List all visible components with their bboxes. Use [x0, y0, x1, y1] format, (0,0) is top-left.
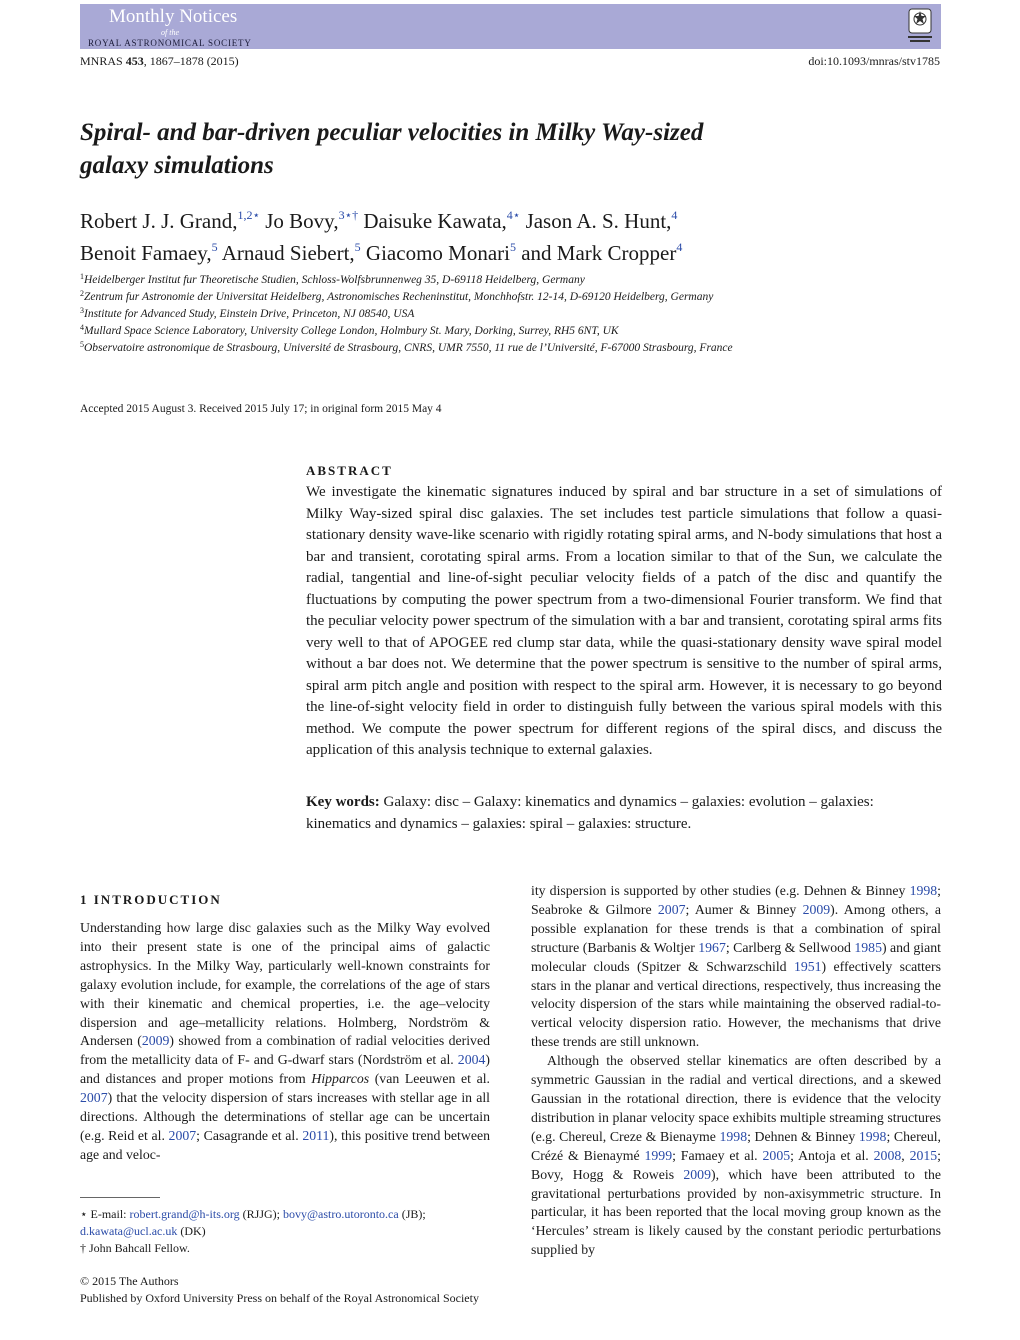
text: E-mail: — [87, 1207, 130, 1221]
text: ) effectively scatters stars in the planar and vertical directions, respectively, thus increasing the velocity dispersion of the stars while maintaining the observed radial-to-vertical velocity dispersion ratio. However, the mechanisms that drive these trends are still unknown. — [531, 958, 941, 1050]
citation-link[interactable]: 2009 — [683, 1166, 711, 1182]
affiliation — [80, 289, 960, 306]
affiliation-number: 5 — [80, 340, 84, 349]
copyright-block — [80, 1273, 479, 1307]
citation-link[interactable]: 1998 — [909, 883, 938, 898]
author-name: Arnaud Siebert, — [221, 241, 355, 265]
text: ; Bovy, Hogg & Roweis — [531, 1147, 942, 1182]
citation-link[interactable]: 2007 — [657, 901, 686, 917]
citation-link[interactable]: 1998 — [858, 1128, 887, 1144]
keywords — [306, 792, 942, 835]
doi[interactable]: doi:10.1093/mnras/stv1785 — [808, 54, 940, 68]
author-name: and Mark Cropper — [521, 241, 677, 265]
affiliation — [80, 306, 960, 323]
text: ) and distances and proper motions from — [80, 1052, 490, 1087]
intro-right-column — [531, 882, 941, 1260]
text-italic: Hipparcos — [311, 1071, 370, 1087]
affiliation-text: Mullard Space Science Laboratory, University College London, Holmbury St. Mary, Dorking, Surrey, RH5 6NT, UK — [84, 325, 619, 337]
journal-society: ROYAL ASTRONOMICAL SOCIETY — [88, 38, 252, 48]
text: ), this positive trend between age and veloc- — [80, 1127, 490, 1162]
affiliation-number: 2 — [80, 289, 84, 298]
footnote-rule — [80, 1197, 160, 1198]
affiliation — [80, 272, 960, 289]
intro-paragraph — [531, 1052, 941, 1260]
citation-link[interactable]: 1951 — [793, 958, 822, 974]
text: ity dispersion is supported by other studies (e.g. Dehnen & Binney — [531, 883, 910, 898]
author-line-2 — [80, 237, 950, 269]
intro-left-column — [80, 919, 490, 1165]
text: ; Seabroke & Gilmore — [531, 883, 941, 917]
text: (DK) — [177, 1224, 206, 1238]
keywords-label: Key words: — [306, 794, 380, 810]
email-link[interactable]: d.kawata@ucl.ac.uk — [80, 1224, 178, 1238]
citation-link[interactable]: 2008 — [873, 1147, 902, 1163]
citation-pages: , 1867–1878 (2015) — [143, 54, 239, 68]
affiliation-number: 3 — [80, 306, 84, 315]
text: ; Casagrande et al. — [196, 1127, 303, 1143]
text: ) that the velocity dispersion of stars increases with stellar age in all directions. Although the determinations of stellar age can be uncertain (e.g. Reid et al. — [80, 1090, 490, 1143]
author-name: Daisuke Kawata, — [363, 209, 507, 233]
intro-paragraph — [531, 882, 941, 1052]
text: ; Aumer & Binney — [685, 901, 803, 917]
citation-link[interactable]: 2015 — [909, 1147, 938, 1163]
text: ; Dehnen & Binney — [747, 1128, 859, 1144]
affiliation-text: Zentrum fur Astronomie der Universitat Heidelberg, Astronomisches Recheninstitut, Monchhofstr. 12-14, D-69120 Heidelberg, Germany — [84, 291, 714, 303]
author-sup[interactable]: 5 — [354, 240, 361, 254]
citation-link[interactable]: 2009 — [141, 1033, 170, 1049]
author-line-1 — [80, 205, 950, 237]
footnote-dagger: † John Bahcall Fellow. — [80, 1241, 190, 1255]
affiliation-text: Institute for Advanced Study, Einstein Drive, Princeton, NJ 08540, USA — [84, 308, 415, 320]
journal-name: Monthly Notices — [109, 6, 238, 27]
text: ) showed from a combination of radial velocities derived from the metallicity data of F- and G-dwarf stars (Nordström et al. — [80, 1033, 490, 1068]
author-name: Robert J. J. Grand, — [80, 209, 238, 233]
title-line-1: Spiral- and bar-driven peculiar velocities in Milky Way-sized — [80, 119, 704, 146]
affiliation-text: Observatoire astronomique de Strasbourg, Université de Strasbourg, CNRS, UMR 7550, 11 rue de l’Université, F-67000 Strasbourg, France — [84, 342, 733, 354]
affiliation-text: Heidelberger Institut fur Theoretische Studien, Schloss-Wolfsbrunnenweg 35, D-69118 Heidelberg, Germany — [84, 274, 585, 286]
author-sup[interactable]: 4 — [671, 208, 678, 222]
text: , — [901, 1147, 910, 1163]
citation-link[interactable]: 1985 — [854, 939, 882, 955]
text: ). Among others, a possible explanation for these trends is that a combination of spiral structure (Barbanis & Woltjer — [531, 901, 941, 955]
citation-link[interactable]: 1999 — [644, 1147, 673, 1163]
author-sup[interactable]: 5 — [509, 240, 516, 254]
affiliation — [80, 323, 960, 340]
email-link[interactable]: bovy@astro.utoronto.ca — [283, 1207, 399, 1221]
citation-volume: 453 — [125, 54, 144, 68]
abstract-heading: ABSTRACT — [306, 463, 393, 478]
text: Understanding how large disc galaxies such as the Milky Way evolved into their present state is one of the principal aims of galactic astrophysics. In the Milky Way, particularly well-known constraints for galaxy evolution include, for example, the correlations of the age of stars with their kinematic and chemical properties, i.e. the age–velocity dispersion and age–metallicity relations. Holmberg, Nordström & Andersen ( — [80, 920, 490, 1049]
author-sup[interactable]: 4⋆ — [506, 208, 521, 222]
ras-crest-icon — [905, 7, 935, 45]
journal-of-the: of the — [161, 28, 179, 37]
citation-link[interactable]: 2011 — [302, 1127, 330, 1143]
journal-banner — [80, 4, 941, 49]
section-heading: 1 INTRODUCTION — [80, 892, 222, 907]
author-name: Giacomo Monari — [365, 241, 510, 265]
keywords-text: Galaxy: disc – Galaxy: kinematics and dynamics – galaxies: evolution – galaxies: kinematics and dynamics – galaxies: spiral – galaxies: structure. — [306, 794, 874, 832]
email-link[interactable]: robert.grand@h-its.org — [129, 1207, 240, 1221]
author-name: Benoit Famaey, — [80, 241, 212, 265]
text: ), which have been attributed to the gravitational perturbations provided by non-axisymmetric structure. In particular, it has been reported that the local moving group known as the ‘Hercules’ stream is likely caused by the constant periodic perturbations supplied by — [531, 1166, 941, 1258]
citation-link[interactable]: 2007 — [168, 1127, 197, 1143]
text: Although the observed stellar kinematics are often described by a symmetric Gaussian in the radial and vertical directions, and a skewed Gaussian in the rotational direction, there is evidence that the velocity distribution in planar velocity space exhibits multiple streaming structures (e.g. Chereul, Creze & Bienayme — [531, 1053, 941, 1144]
text: ; Antoja et al. — [790, 1147, 874, 1163]
text: (JB); — [398, 1207, 426, 1221]
author-name: Jason A. S. Hunt, — [525, 209, 672, 233]
text: ; Famaey et al. — [672, 1147, 763, 1163]
author-sup[interactable]: 1,2⋆ — [237, 208, 260, 222]
citation — [80, 54, 239, 69]
footnotes — [80, 1206, 500, 1257]
author-name: Jo Bovy, — [265, 209, 339, 233]
affiliation-number: 4 — [80, 323, 84, 332]
footnote-star: ⋆ — [80, 1207, 88, 1221]
citation-link[interactable]: 2005 — [762, 1147, 791, 1163]
accepted-date: Accepted 2015 August 3. Received 2015 July 17; in original form 2015 May 4 — [80, 403, 442, 415]
author-sup[interactable]: 4 — [676, 240, 683, 254]
text: ; Chereul, Crézé & Bienaymé — [531, 1128, 941, 1163]
affiliation-number: 1 — [80, 272, 84, 281]
author-list — [80, 205, 950, 269]
affiliation — [80, 340, 960, 357]
text: ; Carlberg & Sellwood — [725, 939, 855, 955]
copyright: © 2015 The Authors — [80, 1274, 179, 1288]
author-sup[interactable]: 5 — [211, 240, 218, 254]
paper-title — [80, 116, 940, 182]
publisher: Published by Oxford University Press on behalf of the Royal Astronomical Society — [80, 1291, 479, 1305]
citation-link[interactable]: 2007 — [80, 1090, 108, 1106]
footnote-email — [80, 1206, 500, 1240]
abstract-text: We investigate the kinematic signatures induced by spiral and bar structure in a set of simulations of Milky Way-sized spiral disc galaxies. The set includes test particle simulations that follow a quasi-stationary density wave-like scenario with rigidly rotating spiral arms, and N-body simulations that host a bar and transient, corotating spiral arms. From a location similar to that of the Sun, we calculate the radial, tangential and line-of-sight peculiar velocity fields of a patch of the disc and quantify the fluctuations by computing the power spectrum from a two-dimensional Fourier transform. We find that the peculiar velocity power spectrum of the simulation with a bar and transient, corotating spiral arms fits very well to that of APOGEE red clump star data, while the quasi-stationary density wave spiral model without a bar does not. We determine that the power spectrum is sensitive to the number of spiral arms, spiral arm pitch angle and position with respect to the spiral arm. However, it is necessary to go beyond the line-of-sight velocity field in order to distinguish fully between the various spiral models with this method. We compute the power spectrum for different regions of the spiral discs, and discuss the application of this analysis technique to external galaxies. — [306, 484, 942, 758]
citation-prefix: MNRAS — [80, 54, 126, 68]
author-sup[interactable]: 3⋆† — [338, 208, 359, 222]
text: (van Leeuwen et al. — [369, 1071, 490, 1087]
citation-link[interactable]: 2004 — [457, 1052, 486, 1068]
title-line-2: galaxy simulations — [80, 152, 274, 179]
intro-paragraph — [80, 919, 490, 1165]
citation-link[interactable]: 1967 — [698, 939, 726, 955]
text: (RJJG); — [239, 1207, 283, 1221]
citation-link[interactable]: 1998 — [719, 1128, 748, 1144]
text: ) and giant molecular clouds (Spitzer & Schwarzschild — [531, 939, 941, 974]
citation-link[interactable]: 2009 — [802, 901, 831, 917]
